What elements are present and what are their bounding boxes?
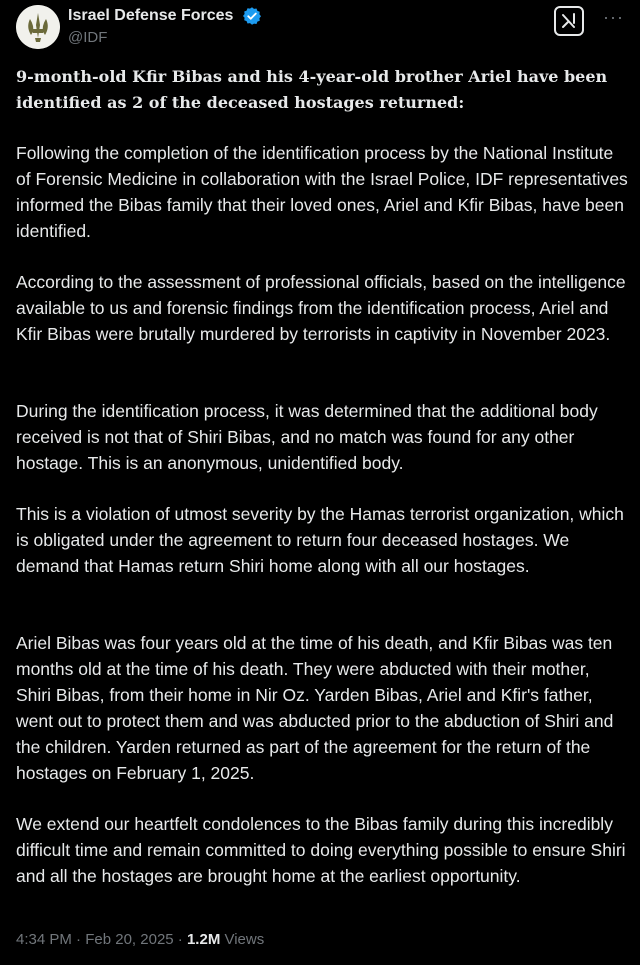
post-paragraph: According to the assessment of professional officials, based on the intelligence available to us and forensic findings from the identification process, Ariel and Kfir Bibas were brutally murdered by terrorists in captivity in November 2023.	[16, 272, 626, 344]
post-meta	[16, 931, 264, 948]
author-handle[interactable]: @IDF	[68, 29, 108, 46]
views-count[interactable]: 1.2M	[186, 931, 221, 948]
verified-badge-icon[interactable]	[242, 6, 262, 26]
grok-icon[interactable]	[554, 6, 584, 36]
post-paragraph: Following the completion of the identification process by the National Institute of Forensic Medicine in collaboration with the Israel Police, IDF representatives informed the Bibas family that their loved ones, Ariel and Kfir Bibas, have been identified.	[16, 143, 628, 241]
post-header	[16, 2, 628, 50]
post-paragraph: This is a violation of utmost severity by the Hamas terrorist organization, which is obligated under the agreement to return four deceased hostages. We demand that Hamas return Shiri home along with all our hostages.	[16, 504, 624, 576]
post-paragraph: Ariel Bibas was four years old at the time of his death, and Kfir Bibas was ten months old at the time of his death. They were abducted with their mother, Shiri Bibas, from their home in Nir Oz. Yarden Bibas, Ariel and Kfir's father, went out to protect them and was abducted prior to the abduction of Shiri and the children. Yarden returned as part of the agreement for the return of the hostages on February 1, 2025.	[16, 633, 614, 783]
post-paragraph: During the identification process, it was determined that the additional body received is not that of Shiri Bibas, and no match was found for any other hostage. This is an anonymous, unidentified body.	[16, 401, 598, 473]
idf-emblem-icon[interactable]	[16, 5, 60, 49]
post-time[interactable]: 4:34 PM	[16, 931, 72, 948]
author-name[interactable]: Israel Defense Forces	[68, 7, 234, 24]
post-date[interactable]: Feb 20, 2025	[85, 931, 174, 948]
views-label: Views	[220, 931, 265, 948]
post-paragraph: We extend our heartfelt condolences to the Bibas family during this incredibly difficult time and remain committed to doing everything possible to ensure Shiri and all the hostages are brought home at the earliest opportunity.	[16, 814, 626, 886]
more-options-icon[interactable]: ···	[603, 7, 624, 27]
meta-separator: ·	[173, 931, 187, 948]
post-headline: 9-month-old Kfir Bibas and his 4-year-old brother Ariel have been identified as 2 of the deceased hostages returned:	[16, 67, 608, 112]
meta-separator: ·	[71, 931, 86, 948]
